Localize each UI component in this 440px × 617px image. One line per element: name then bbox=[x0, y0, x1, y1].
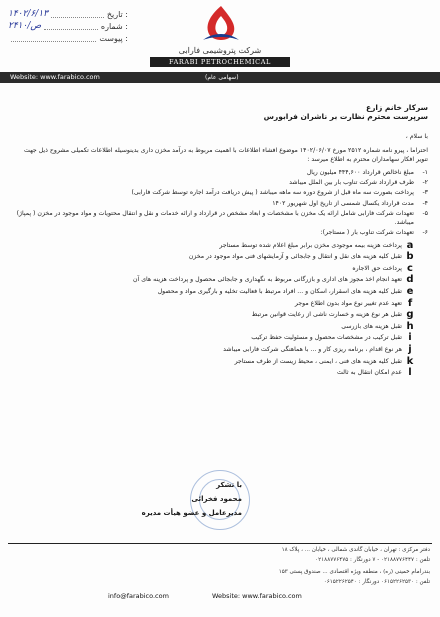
number-value: ۲۴۱۰/ص bbox=[8, 21, 42, 31]
list-item: ۲- طرف قرارداد شرکت تناوب بار بین الملل میباشد bbox=[289, 179, 428, 187]
sub-list-item: k تقبل کلیه هزینه های فنی ، ایمنی ، محیط زیست از طرف مستاجر bbox=[234, 355, 414, 367]
greeting: با سلام ، bbox=[405, 133, 428, 141]
sub-list-item: f تعهد عدم تغییر نوع مواد بدون اطلاع موجر bbox=[294, 297, 413, 309]
sub-list-item: a پرداخت هزینه بیمه موجودی مخزن برابر مبلغ اعلام شده توسط مستاجر bbox=[219, 239, 414, 251]
sub-list-item: g تقبل هر نوع هزینه و خسارت ناشی از رعایت قوانین مرتبط bbox=[251, 309, 414, 321]
signer-name: محمود فخرائی bbox=[191, 495, 242, 503]
footer-email[interactable]: info@farabico.com bbox=[108, 592, 169, 600]
sub-list-item: i تقبل ترکیب در مشخصات محصول و مسئولیت حفظ ترکیب bbox=[251, 332, 412, 344]
footer-contact bbox=[0, 592, 440, 602]
list-item: ۱- مبلغ ناخالص قرارداد ۴۴۴,۶۰۰ میلیون ریال bbox=[306, 169, 428, 177]
company-logo-icon bbox=[195, 4, 247, 48]
closing: با تشکر bbox=[216, 481, 242, 489]
address-line: دفتر مرکزی : تهران ، خیابان گاندی شمالی ، خیابان ... ، پلاک ۱۸ bbox=[281, 547, 430, 553]
address-line: تلفن : ۰۲۱۸۸۷۷۶۴۴۷ - ۷ دورنگار : ۰۲۱۸۸۷۷۶۴۷۵ bbox=[315, 557, 430, 563]
footer-website[interactable]: Website: www.farabico.com bbox=[212, 592, 302, 600]
list-item: ۵- تعهدات شرکت فارابی شامل ارائه یک مخزن با مشخصات و ابعاد مشخص در قرارداد و ارائه خدمات و نقل و انتقال محتویات و مواد موجود در مخزن ( پمپاژ) میباشد. bbox=[16, 209, 428, 227]
signature-block bbox=[92, 478, 242, 520]
list-item: ۴- مدت قرارداد یکسال شمسی از تاریخ اول شهریور ۱۴۰۲ bbox=[272, 199, 428, 207]
attachment-label: پیوست : bbox=[99, 33, 128, 43]
letter-meta bbox=[8, 8, 128, 44]
sub-list-item: l عدم امکان انتقال به ثالث bbox=[337, 367, 412, 379]
number-label: شماره : bbox=[100, 21, 128, 31]
signer-title: مدیرعامل و عضو هیأت مدیره bbox=[141, 509, 242, 517]
sub-list-item: j هر نوع اقدام ، برنامه ریزی کار و ... با هماهنگی شرکت فارابی میباشد bbox=[223, 343, 412, 355]
lessee-obligations-list bbox=[16, 239, 418, 378]
footer-divider bbox=[8, 543, 432, 544]
recipient-title: سرپرست محترم نظارت بر ناشران فرابورس bbox=[263, 112, 428, 122]
sub-list-item: d تعهد انجام اخذ مجوز های اداری و بازرگانی مربوط به نگهداری و جابجائی محصول و پرداخت هزینه های آن bbox=[132, 274, 414, 286]
header-website: Website: www.farabico.com bbox=[10, 73, 100, 81]
list-item: ۳- پرداخت بصورت سه ماه قبل از شروع دوره سه ماهه میباشد ( پیش دریافت درآمد اجاره توسط شرکت فارابی) bbox=[131, 189, 428, 197]
brand-bar bbox=[0, 72, 440, 83]
list-item: ۶- تعهدات شرکت تناوب بار ( مستاجر): bbox=[320, 229, 428, 237]
date-label: تاریخ : bbox=[106, 9, 128, 19]
sub-list-item: b تقبل کلیه هزینه های نقل و انتقال و جابجائی و آزمایشهای فنی مواد موجود در مخزن bbox=[188, 251, 414, 263]
recipient-name: سرکار خانم زارع bbox=[365, 103, 428, 112]
number-row bbox=[8, 20, 128, 32]
date-row bbox=[8, 8, 128, 20]
address-line: تلفن : ۰۶۱۵۲۲۶۲۵۳۰ دورنگار : ۰۶۱۵۲۲۶۲۵۴۰ bbox=[323, 579, 430, 585]
sub-list-item: h تقبل هزینه های بازرسی bbox=[341, 320, 414, 332]
attachment-row bbox=[8, 32, 128, 44]
address-line: بندرامام خمینی (ره) ، منطقه ویژه اقتصادی ... صندوق پستی ۱۵۳ bbox=[278, 569, 430, 575]
company-type: (سهامی عام) bbox=[205, 74, 239, 81]
company-name-en: FARABI PETROCHEMICAL bbox=[150, 57, 290, 67]
letter-body bbox=[16, 103, 428, 379]
sub-list-item: e تقبل کلیه هزینه های اسقرار، اسکان و ... افراد مرتبط با فعالیت تخلیه و بارگیری مواد و محصول bbox=[157, 286, 414, 297]
date-value: ۱۴۰۲/۶/۱۳ bbox=[8, 9, 48, 19]
company-name-fa: شرکت پتروشیمی فارابی bbox=[178, 46, 262, 55]
intro-paragraph: احتراما ، پیرو نامه شماره ۲۵۱۲ مورخ ۱۴۰۲/۰۶/۰۷ موضوع افشاء اطلاعات با اهمیت مربوط به درآمد مخزن داری بدینوسیله اطلاعات تکمیلی مشروح ذیل جهت تنویر افکار سهامداران محترم به اطلاع میرسد : bbox=[24, 146, 428, 163]
sub-list-item: c پرداخت حق الاجاره bbox=[352, 262, 413, 274]
